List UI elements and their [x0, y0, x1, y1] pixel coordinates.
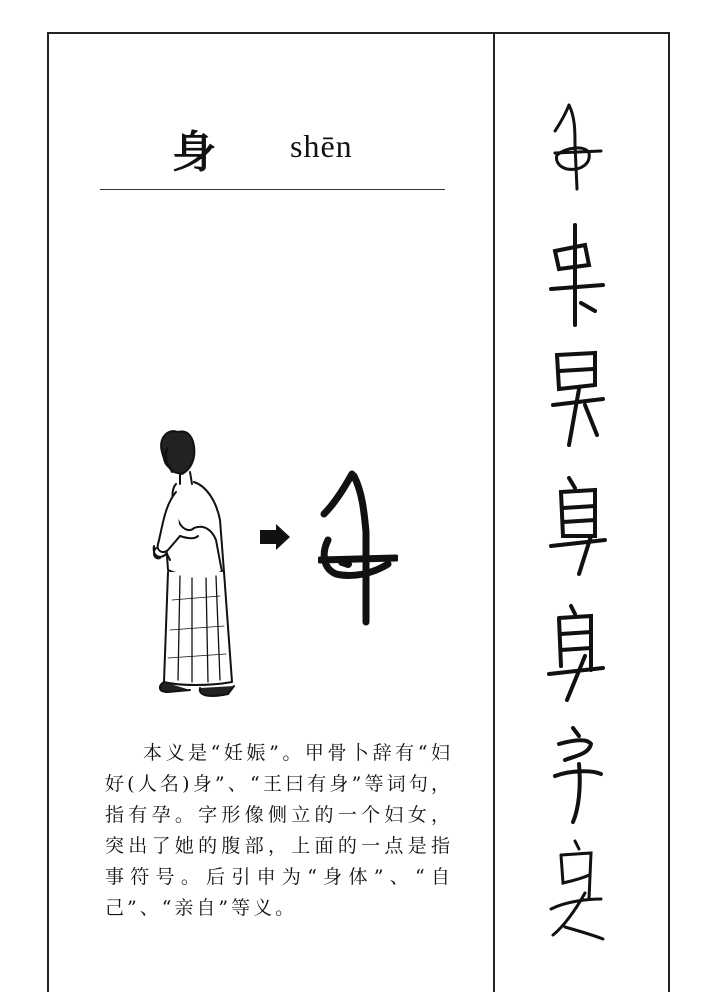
- oracle-bone-shen-glyph-icon: [318, 462, 398, 632]
- oracle-bone-form-2-icon: [545, 215, 615, 335]
- column-divider: [493, 32, 495, 992]
- title-pinyin: shēn: [290, 128, 353, 164]
- title-character: 身: [172, 127, 216, 178]
- clerical-form-icon: [545, 600, 615, 710]
- cursive-form-2-icon: [545, 835, 615, 945]
- explanation-paragraph: 本义是“妊娠”。甲骨卜辞有“妇好(人名)身”、“王曰有身”等词句，指有孕。字形像侧立的一个妇女，突出了她的腹部，上面的一点是指事符号。后引申为“身体”、“自己”、“亲自”等义。: [105, 742, 453, 919]
- body-text: [105, 738, 453, 924]
- pregnant-woman-figure-icon: [150, 420, 260, 705]
- bronze-form-icon: [545, 345, 615, 455]
- script-evolution-column: [530, 95, 630, 955]
- cursive-form-1-icon: [545, 720, 615, 830]
- title-row: [100, 108, 445, 178]
- oracle-bone-form-1-icon: [545, 95, 615, 195]
- seal-form-icon: [545, 470, 615, 580]
- right-arrow-icon: [258, 522, 292, 552]
- title-underline: [100, 189, 445, 190]
